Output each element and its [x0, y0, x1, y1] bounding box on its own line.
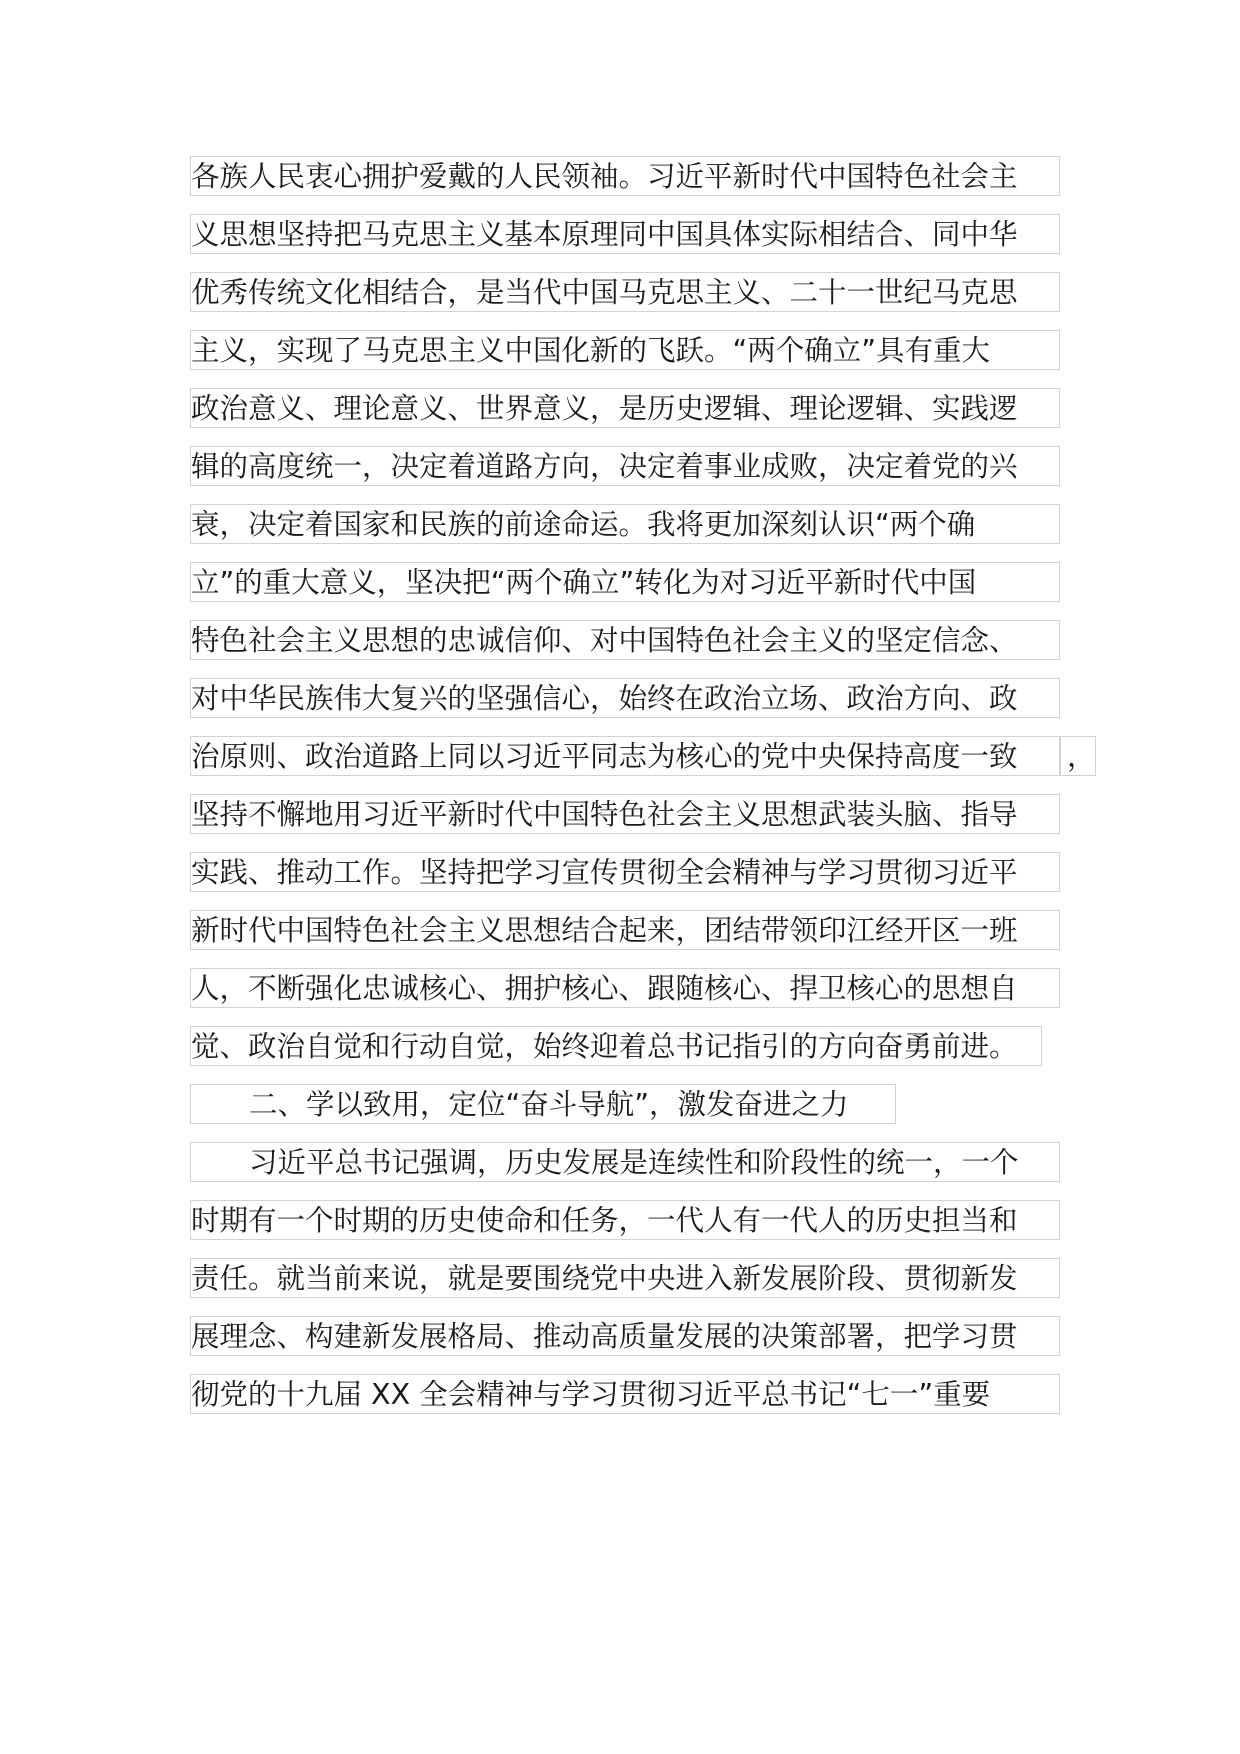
text-line: 辑的高度统一，决定着道路方向，决定着事业成败，决定着党的兴: [190, 446, 1060, 486]
text-line: 觉、政治自觉和行动自觉，始终迎着总书记指引的方向奋勇前进。: [190, 1026, 1042, 1066]
text-line: 坚持不懈地用习近平新时代中国特色社会主义思想武装头脑、指导: [190, 794, 1060, 834]
overflow-punctuation: ，: [1060, 736, 1096, 776]
text-line: 实践、推动工作。坚持把学习宣传贯彻全会精神与学习贯彻习近平: [190, 852, 1060, 892]
text-line: 彻党的十九届 XX 全会精神与学习贯彻习近平总书记“七一”重要: [190, 1374, 1060, 1414]
text-line: 主义，实现了马克思主义中国化新的飞跃。“两个确立”具有重大: [190, 330, 1060, 370]
text-line: 优秀传统文化相结合，是当代中国马克思主义、二十一世纪马克思: [190, 272, 1060, 312]
text-line: 习近平总书记强调，历史发展是连续性和阶段性的统一，一个: [190, 1142, 1060, 1182]
text-line: 各族人民衷心拥护爱戴的人民领袖。习近平新时代中国特色社会主: [190, 156, 1060, 196]
text-line: 时期有一个时期的历史使命和任务，一代人有一代人的历史担当和: [190, 1200, 1060, 1240]
text-line: 新时代中国特色社会主义思想结合起来，团结带领印江经开区一班: [190, 910, 1060, 950]
text-line: 展理念、构建新发展格局、推动高质量发展的决策部署，把学习贯: [190, 1316, 1060, 1356]
text-line: 衰，决定着国家和民族的前途命运。我将更加深刻认识“两个确: [190, 504, 1060, 544]
section-heading: 二、学以致用，定位“奋斗导航”，激发奋进之力: [190, 1084, 896, 1124]
text-line: 立”的重大意义，坚决把“两个确立”转化为对习近平新时代中国: [190, 562, 1060, 602]
text-line: 对中华民族伟大复兴的坚强信心，始终在政治立场、政治方向、政: [190, 678, 1060, 718]
text-line: 治原则、政治道路上同以习近平同志为核心的党中央保持高度一致: [190, 736, 1060, 776]
text-line: 特色社会主义思想的忠诚信仰、对中国特色社会主义的坚定信念、: [190, 620, 1060, 660]
text-line: 政治意义、理论意义、世界意义，是历史逻辑、理论逻辑、实践逻: [190, 388, 1060, 428]
text-line: 责任。就当前来说，就是要围绕党中央进入新发展阶段、贯彻新发: [190, 1258, 1060, 1298]
text-line: 义思想坚持把马克思主义基本原理同中国具体实际相结合、同中华: [190, 214, 1060, 254]
text-line: 人，不断强化忠诚核心、拥护核心、跟随核心、捍卫核心的思想自: [190, 968, 1060, 1008]
